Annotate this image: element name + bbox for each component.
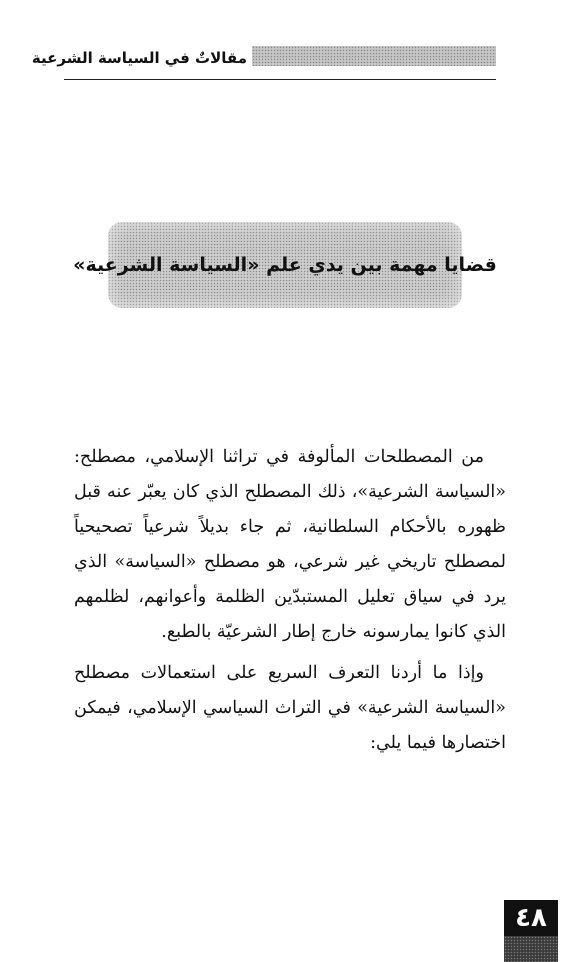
header-shaded-band bbox=[252, 46, 496, 66]
paragraph-2: وإذا ما أردنا التعرف السريع على استعمالات مصطلح «السياسة الشرعية» في التراث السياسي الإسلامي، فيمكن اختصارها فيما يلي: bbox=[74, 663, 506, 753]
header-rule bbox=[64, 79, 496, 80]
section-title: قضايا مهمة بين يدي علم «السياسة الشرعية» bbox=[73, 254, 497, 276]
page-number: ٤٨ bbox=[515, 903, 547, 933]
body-text bbox=[74, 440, 506, 761]
running-header-title: مقالاتٌ في السياسة الشرعية bbox=[31, 49, 247, 67]
paragraph-1: من المصطلحات المألوفة في تراثنا الإسلامي، مصطلح: «السياسة الشرعية»، ذلك المصطلح الذي كان يعبّر عنه قبل ظهوره بالأحكام السلطانية، ثم جاء بديلاً شرعياً تصحيحياً لمصطلح تاريخي غير شرعي، هو مصطلح «السياسة» الذي يرد في سياق تعليل المستبدّين الظلمة وأعوانهم، لظلمهم الذي كانوا يمارسونه خارج إطار الشرعيّة بالطبع. bbox=[74, 447, 506, 642]
